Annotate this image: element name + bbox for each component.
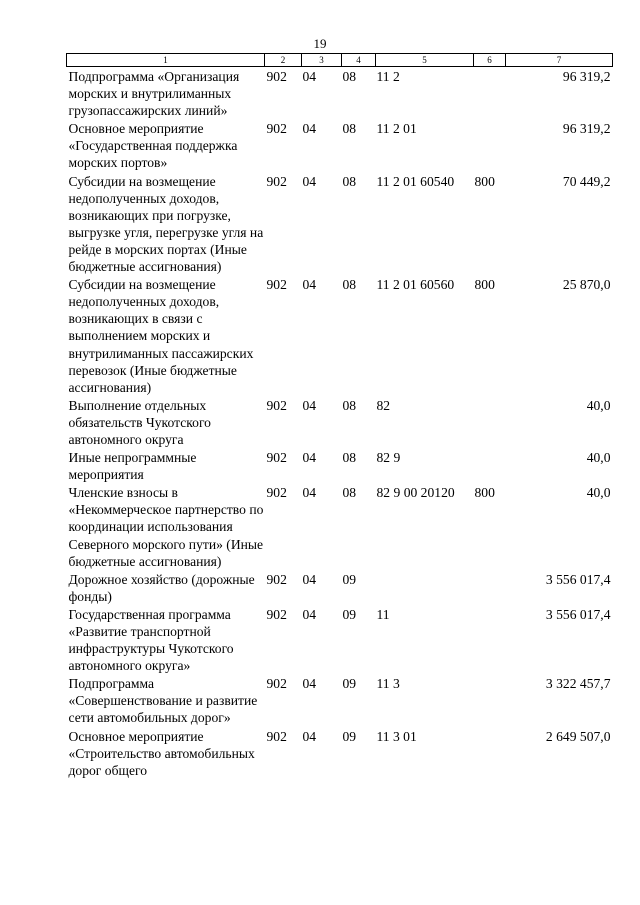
row-admin-code: 902 xyxy=(266,676,287,692)
row-subsection-code: 08 xyxy=(342,173,357,189)
table-header-row xyxy=(67,54,613,67)
row-admin-code: 902 xyxy=(266,277,287,293)
row-target-code: 11 3 01 xyxy=(376,728,417,744)
column-header-name: 1 xyxy=(67,54,265,67)
row-name: Субсидии на возмещение недополученных доходов, возникающих при погрузке, выгрузке угля, перегрузке угля на рейде в морских портах (Иные бюджетные ассигнования) xyxy=(68,173,264,275)
row-section-code: 04 xyxy=(302,485,317,501)
budget-table xyxy=(66,53,613,779)
row-section-code: 04 xyxy=(302,121,317,137)
row-name: Выполнение отдельных обязательств Чукотского автономного округа xyxy=(68,397,211,447)
row-expense-type xyxy=(474,605,506,674)
row-amount: 96 319,2 xyxy=(562,69,611,84)
row-name: Подпрограмма «Организация морских и внутрилиманных грузопассажирских линий» xyxy=(68,69,240,119)
table-row xyxy=(67,119,613,171)
row-section-code: 04 xyxy=(302,606,317,622)
row-amount: 96 319,2 xyxy=(562,121,611,137)
row-admin-code: 902 xyxy=(266,69,287,84)
row-admin-code: 902 xyxy=(266,485,287,501)
row-target-code: 11 3 xyxy=(376,676,400,692)
table-row xyxy=(67,396,613,448)
row-subsection-code: 08 xyxy=(342,121,357,137)
row-expense-type: 800 xyxy=(474,173,495,189)
row-target-code: 11 2 xyxy=(376,69,400,84)
row-target-code xyxy=(376,570,474,605)
table-row xyxy=(67,275,613,396)
row-subsection-code: 09 xyxy=(342,606,357,622)
row-target-code: 11 2 01 60540 xyxy=(376,173,455,189)
row-subsection-code: 09 xyxy=(342,676,357,692)
row-target-code: 82 9 00 20120 xyxy=(376,485,455,501)
row-subsection-code: 08 xyxy=(342,397,357,413)
row-section-code: 04 xyxy=(302,69,317,84)
row-subsection-code: 09 xyxy=(342,728,357,744)
row-amount: 40,0 xyxy=(586,450,611,466)
row-admin-code: 902 xyxy=(266,121,287,137)
row-expense-type: 800 xyxy=(474,485,495,501)
row-admin-code: 902 xyxy=(266,450,287,466)
row-expense-type xyxy=(474,674,506,726)
column-header-target: 5 xyxy=(376,54,474,67)
column-header-expense-type: 6 xyxy=(474,54,506,67)
row-target-code: 11 2 01 xyxy=(376,121,417,137)
row-admin-code: 902 xyxy=(266,173,287,189)
row-amount: 40,0 xyxy=(586,485,611,501)
table-row xyxy=(67,674,613,726)
row-name: Государственная программа «Развитие транспортной инфраструктуры Чукотского автономного округа» xyxy=(68,606,234,674)
table-row xyxy=(67,605,613,674)
row-expense-type xyxy=(474,67,506,120)
table-row xyxy=(67,570,613,605)
row-section-code: 04 xyxy=(302,571,317,587)
row-admin-code: 902 xyxy=(266,606,287,622)
row-amount: 70 449,2 xyxy=(562,173,611,189)
row-name: Членские взносы в «Некоммерческое партнерство по координации использования Северного морского пути» (Иные бюджетные ассигнования) xyxy=(68,485,264,569)
row-amount: 3 322 457,7 xyxy=(545,676,611,692)
row-amount: 40,0 xyxy=(586,397,611,413)
row-admin-code: 902 xyxy=(266,571,287,587)
table-row xyxy=(67,172,613,276)
row-admin-code: 902 xyxy=(266,397,287,413)
row-section-code: 04 xyxy=(302,728,317,744)
row-expense-type xyxy=(474,570,506,605)
row-expense-type xyxy=(474,119,506,171)
row-target-code: 82 xyxy=(376,397,391,413)
row-subsection-code: 08 xyxy=(342,485,357,501)
row-name: Основное мероприятие «Строительство автомобильных дорог общего xyxy=(68,728,255,778)
table-row xyxy=(67,483,613,569)
row-section-code: 04 xyxy=(302,173,317,189)
row-name: Дорожное хозяйство (дорожные фонды) xyxy=(68,571,255,604)
row-expense-type: 800 xyxy=(474,277,495,293)
page-number: 19 xyxy=(313,36,327,51)
column-header-amount: 7 xyxy=(506,54,613,67)
row-expense-type xyxy=(474,727,506,779)
column-header-section: 3 xyxy=(302,54,342,67)
table-row xyxy=(67,67,613,120)
row-amount: 25 870,0 xyxy=(562,277,611,293)
row-admin-code: 902 xyxy=(266,728,287,744)
row-subsection-code: 08 xyxy=(342,450,357,466)
row-name: Иные непрограммные мероприятия xyxy=(68,450,197,483)
row-subsection-code: 09 xyxy=(342,571,357,587)
row-amount: 3 556 017,4 xyxy=(545,571,611,587)
table-row xyxy=(67,448,613,483)
row-section-code: 04 xyxy=(302,397,317,413)
row-name: Подпрограмма «Совершенствование и развитие сети автомобильных дорог» xyxy=(68,676,258,726)
row-section-code: 04 xyxy=(302,450,317,466)
row-subsection-code: 08 xyxy=(342,69,357,84)
row-name: Субсидии на возмещение недополученных доходов, возникающих в связи с выполнением морских и внутрилиманных пассажирских перевозок (Иные бюджетные ассигнования) xyxy=(68,277,254,395)
table-row xyxy=(67,727,613,779)
row-amount: 2 649 507,0 xyxy=(545,728,611,744)
column-header-subsection: 4 xyxy=(342,54,376,67)
row-target-code: 11 2 01 60560 xyxy=(376,277,455,293)
row-target-code: 11 xyxy=(376,606,390,622)
row-target-code: 82 9 xyxy=(376,450,401,466)
row-amount: 3 556 017,4 xyxy=(545,606,611,622)
row-section-code: 04 xyxy=(302,277,317,293)
row-name: Основное мероприятие «Государственная поддержка морских портов» xyxy=(68,121,238,171)
row-expense-type xyxy=(474,396,506,448)
row-section-code: 04 xyxy=(302,676,317,692)
row-expense-type xyxy=(474,448,506,483)
column-header-admin: 2 xyxy=(265,54,302,67)
row-subsection-code: 08 xyxy=(342,277,357,293)
